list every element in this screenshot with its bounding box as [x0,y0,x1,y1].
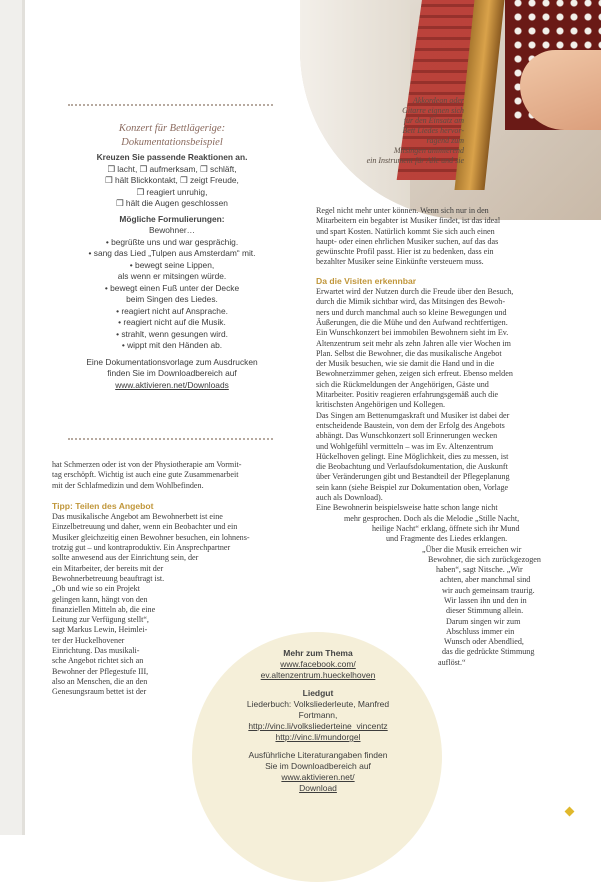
paragraph-line: sollte anwesend aus der Einrichtung sein, der [52,553,199,563]
paragraph-line: Bewohnerbetreuung beauftragt ist. [52,573,165,583]
paragraph-line: Mitarbeitern ein begabter ist Musiker findet, ist das ideal [316,216,501,226]
paragraph-line: „Über die Musik erreichen wir [422,544,522,554]
photo-caption [334,96,464,166]
caption-line: für den Einsatz am [403,116,464,125]
paragraph-line: sich die Rückmeldungen der Angehörigen, Gäste und [316,379,489,389]
paragraph-line: trotzig gut – und kontraproduktiv. Ein Ansprechpartner [52,543,231,553]
caption-line: ein Instrument für Alle und sie [366,156,464,165]
literature-link[interactable]: www.aktivieren.net/ [281,772,355,782]
paragraph-line: Bewohnerzimmer gehen, zeigen sich erfreut. Ebenso melden [316,369,513,379]
paragraph-line: haupt- oder einen ehrlichen Musiker suchen, auf das das [316,236,499,246]
paragraph-line: das die gedrückte Stimmung [442,647,535,657]
paragraph-line: sein kann (siehe Beispiel zur Dokumentation oben, Vorlage [316,482,509,492]
paragraph-line: Ein Wunschkonzert bei immobilen Bewohnern sieht im Ev. [316,328,509,338]
paragraph-line: also an Menschen, die an den [52,676,148,686]
phrase-line: Bewohner… [148,225,196,235]
paragraph-line: Musiker gleichzeitig einen Bewohner besuchen, ein lohnens- [52,532,250,542]
paragraph-line: ners und durch manchmal auch so kleine Bewegungen und [316,307,507,317]
reaction-line: ❒ hält Blickkontakt, ❒ zeigt Freude, [105,175,239,185]
box-heading-phrases: Mögliche Formulierungen: [119,213,225,224]
paragraph-line: über Veränderungen gibt und Bestandteil der Pflegeplanung [316,472,510,482]
paragraph-line: bezahlter Musiker seine Einkünfte versteuern muss. [316,257,484,267]
paragraph-line: durch die Mimik sichtbar wird, das Mitsingen des Bewoh- [316,297,506,307]
phrase-line: • wippt mit den Händen ab. [121,340,223,350]
right-subheading: Da die Visiten erkennbar [316,275,417,286]
paragraph-line: haben“, sagt Nitsche. „Wir [436,565,523,575]
downloads-link[interactable]: www.aktivieren.net/Downloads [115,379,229,390]
paragraph-line: Mitarbeiter. Positiv reagieren erfahrungsgemäß auch die [316,390,499,400]
reaction-line: ❒ hält die Augen geschlossen [116,198,228,208]
paragraph-line: Altenzentrum seit mehr als zehn Jahren alle vier Wochen im [316,338,511,348]
caption-line: Akkordeon oder [412,96,464,105]
paragraph-line: Das musikalische Angebot am Bewohnerbett ist eine [52,512,223,522]
phrase-line: • sang das Lied „Tulpen aus Amsterdam“ mit. [88,248,256,258]
paragraph-line: Das Singen am Bettenumgaskraft und Musiker ist dabei der [316,410,510,420]
right-column [316,206,578,668]
facebook-link[interactable]: www.facebook.com/ [280,659,356,669]
reaction-line: ❒ reagiert unruhig, [136,186,208,197]
paragraph-line: und Fragmente des Liedes erklangen. [386,534,508,544]
caption-line: ragend zum [426,136,464,145]
left-subheading: Tipp: Teilen des Angebot [52,500,154,511]
paragraph-line: kritischsten Angehörigen und Kollegen. [316,400,446,410]
paragraph-line: abhängt. Das Wunschkonzert soll Erinnerungen wecken [316,431,498,441]
paragraph-line: auflöst.“ [438,657,466,667]
paragraph-line: ein Mitarbeiter, der bereits mit der [52,563,164,573]
caption-line: Bett Liedes hervor- [402,126,464,135]
more-section [208,648,428,681]
phrase-line: beim Singen des Liedes. [126,294,218,304]
paragraph-line: heilige Nacht“ erklang, öffnete sich ihr Mund [372,523,520,533]
paragraph-line: Plan. Selbst die Bewohner, die das musikalische Angebot [316,348,502,358]
reaction-line: ❒ lacht, ❒ aufmerksam, ❒ schläft, [107,163,237,174]
phrase-line: • reagiert nicht auf Ansprache. [116,305,228,316]
paragraph-line: Erwartet wird der Nutzen durch die Freude über den Besuch, [316,287,514,297]
page-edge-shadow [22,0,25,835]
paragraph-line: Bewohner der Pflegestufe III, [52,666,149,676]
box-title-line: Dokumentationsbeispiel [121,137,223,148]
paragraph-line: die Beobachtung und Verlaufsdokumentation, die Auskunft [316,462,508,472]
paragraph-line: Wunsch oder Abendlied, [444,637,524,647]
paragraph-line: Abschluss immer ein [446,626,515,636]
literature-line: Ausführliche Literaturangaben finden [248,750,388,760]
paragraph-line: sche Angebot richtet sich an [52,656,144,666]
paragraph-line: gelingen kann, hängt von den [52,594,148,604]
paragraph-line: gewünschte Profil passt. Hier ist zu bedenken, dass ein [316,247,494,257]
box-title [62,122,282,150]
literature-line: Sie im Downloadbereich auf [265,761,371,771]
paragraph-line: Einrichtung. Das musikali- [52,646,140,656]
caption-line: Mitsingen animierend [393,146,464,155]
paragraph-line: Äußerungen, die die Mühe und den Aufwand rechtfertigen. [316,317,508,327]
paragraph-line: auch als Download). [316,493,383,503]
documentation-box [62,122,282,391]
box-title-line: Konzert für Bettlägerige: [118,123,226,134]
paragraph-line: entscheidende Baustein, von dem der Erfolg des Angebots [316,420,505,430]
songs-heading: Liedgut [302,688,334,698]
songs-section [208,688,428,743]
paragraph-line: achten, aber manchmal sind [440,575,531,585]
paragraph-line: „Ob und wie so ein Projekt [52,584,140,594]
paragraph-line: mit der Schlafmedizin und dem Wohlbefinden. [52,480,204,490]
paragraph-line: Regel nicht mehr unter können. Wenn sich nur in den [316,206,489,215]
paragraph-line: sagt Markus Lewin, Heimlei- [52,625,148,635]
box-footer-line: finden Sie im Downloadbereich auf [107,368,237,378]
phrase-line: • strahlt, wenn gesungen wird. [116,328,228,339]
more-heading: Mehr zum Thema [283,648,353,658]
phrase-line: • reagiert nicht auf die Musik. [118,317,226,327]
paragraph-line: Genesungsraum bettet ist der [52,687,147,697]
box-bottom-divider [68,438,273,440]
paragraph-line: finanziellen Mitteln ab, die eine [52,604,156,614]
box-heading-reactions: Kreuzen Sie passende Reaktionen an. [96,152,248,162]
paragraph-line: ter der Huckelhovener [52,635,125,645]
paragraph-line: tag erschöpft. Wichtig ist auch eine gute Zusammenarbeit [52,470,239,480]
phrase-line: • bewegt einen Fuß unter der Decke [104,282,240,293]
songs-link[interactable]: http://vinc.li/mundorgel [275,732,361,742]
paragraph-line: dieser Stimmung allein. [446,606,524,616]
paragraph-line: Hückelhoven gelingt. Eine Möglichkeit, dies zu messen, ist [316,451,509,461]
paragraph-line: und spart Kosten. Natürlich kommt Sie sich auch einen [316,226,495,236]
paragraph-line: hat Schmerzen oder ist von der Physiotherapie am Vormit- [52,460,242,469]
facebook-link[interactable]: ev.altenzentrum.hueckelhoven [260,670,376,680]
box-footer-line: Eine Dokumentationsvorlage zum Ausdrucken [86,356,258,367]
caption-line: Gitarre eignen sich [402,106,464,115]
paragraph-line: Einzelbetreuung und daher, wenn ein Beobachter und ein [52,522,238,532]
paragraph-line: mehr gesprochen. Doch als die Melodie „Stille Nacht, [344,513,520,523]
page-edge [0,0,22,835]
literature-link[interactable]: Download [299,783,337,793]
paragraph-line: Wir lassen ihn und den in [444,595,527,605]
phrase-line: • bewegt seine Lippen, [129,259,215,270]
end-mark-icon [565,807,575,817]
paragraph-line: wir auch gemeinsam traurig. [442,585,535,595]
info-box [208,648,428,801]
paragraph-line: Darum singen wir zum [446,616,521,626]
box-top-divider [68,104,273,106]
literature-section [208,750,428,794]
phrase-line: als wenn er mitsingen würde. [117,271,227,281]
songs-link[interactable]: http://vinc.li/volksliederteine_vincentz [248,721,388,731]
paragraph-line: Eine Bewohnerin beispielsweise hatte schon lange nicht [316,503,498,513]
paragraph-line: Leitung zur Verfügung stellt“, [52,615,149,625]
phrase-line: • begrüßte uns und war gesprächig. [105,236,239,247]
paragraph-line: und Wohlgefühl vermitteln – was im Ev. Altenzentrum [316,441,494,451]
paragraph-line: Bewohner, die sich zurückgezogen [428,554,541,564]
songs-line: Fortmann, [298,710,338,720]
songs-line: Liederbuch: Volksliederleute, Manfred [246,699,390,709]
paragraph-line: der Musik besuchen, wie sie damit die Hand und in die [316,359,495,369]
